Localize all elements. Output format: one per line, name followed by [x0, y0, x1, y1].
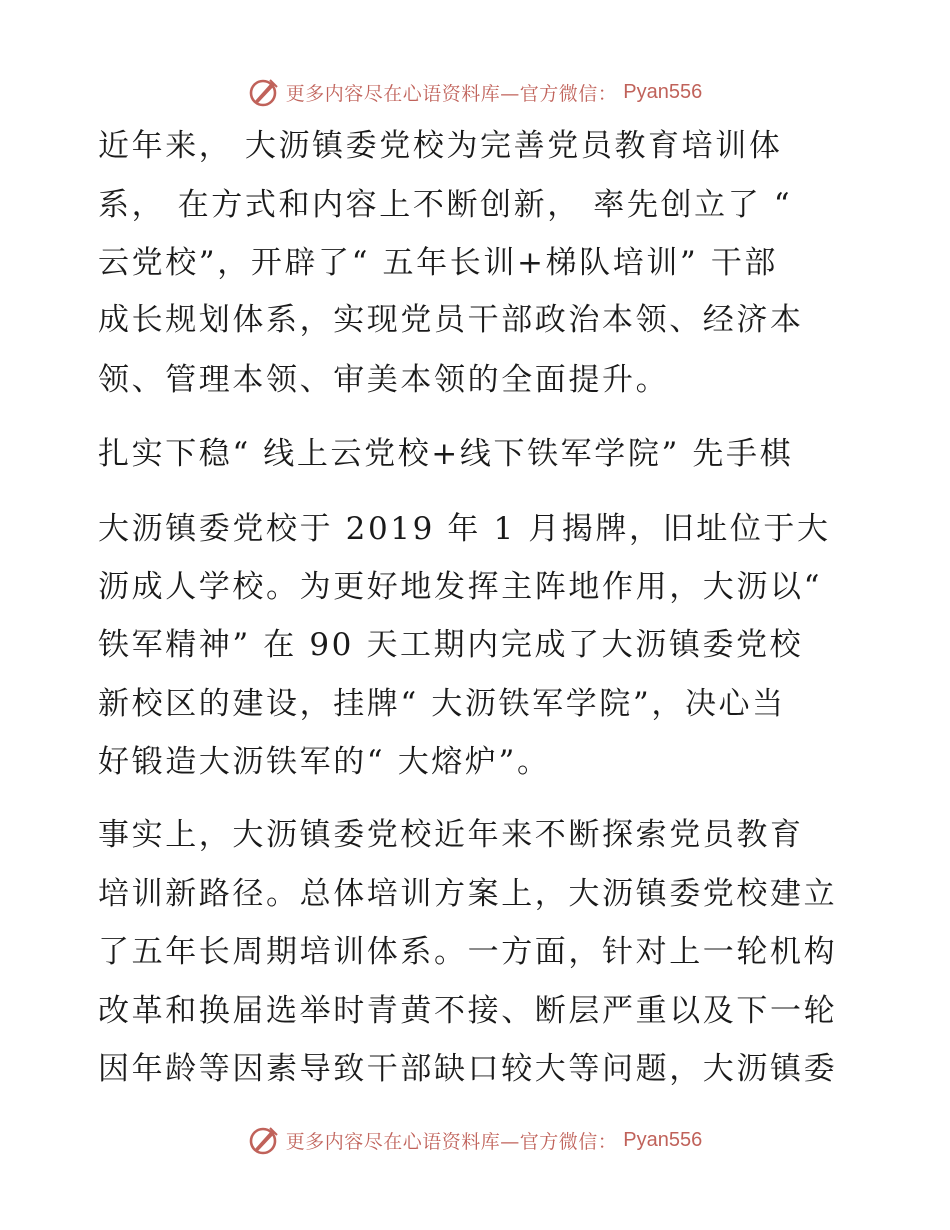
text-line: 因年龄等因素导致干部缺口较大等问题，大沥镇委	[98, 1051, 838, 1087]
text-line: 领、管理本领、审美本领的全面提升。	[98, 362, 670, 398]
text-line: 沥成人学校。为更好地发挥主阵地作用，大沥以“	[98, 569, 823, 605]
text-line: 成长规划体系，实现党员干部政治本领、经济本	[98, 302, 804, 338]
text-line: 事实上，大沥镇委党校近年来不断探索党员教育	[98, 817, 804, 853]
text-line: 好锻造大沥铁军的“ 大熔炉”。	[98, 744, 551, 780]
watermark-wechat-id: Pyan556	[623, 1128, 703, 1151]
watermark-text: 更多内容尽在心语资料库—官方微信：	[285, 1130, 618, 1153]
text-line: 改革和换届选举时青黄不接、断层严重以及下一轮	[98, 993, 838, 1029]
watermark-text: 更多内容尽在心语资料库—官方微信：	[285, 82, 618, 105]
footer-watermark	[0, 1120, 950, 1160]
text-line: 铁军精神” 在 90 天工期内完成了大沥镇委党校	[98, 627, 804, 663]
text-line: 培训新路径。总体培训方案上，大沥镇委党校建立	[98, 876, 838, 912]
text-line: 云党校”，开辟了“ 五年长训+梯队培训” 干部	[98, 245, 779, 281]
text-line: 了五年长周期培训体系。一方面，针对上一轮机构	[98, 934, 838, 970]
header-watermark	[0, 72, 950, 112]
watermark-wechat-id: Pyan556	[623, 80, 703, 103]
text-line: 大沥镇委党校于 2019 年 1 月揭牌，旧址位于大	[98, 511, 831, 547]
text-line: 近年来， 大沥镇委党校为完善党员教育培训体	[98, 128, 783, 164]
text-line: 新校区的建设，挂牌“ 大沥铁军学院”，决心当	[98, 686, 786, 722]
text-line: 系， 在方式和内容上不断创新， 率先创立了 “	[98, 187, 793, 223]
heading-line: 扎实下稳“ 线上云党校+线下铁军学院” 先手棋	[98, 436, 794, 472]
quill-logo-icon	[248, 1124, 280, 1156]
quill-logo-icon	[248, 76, 280, 108]
